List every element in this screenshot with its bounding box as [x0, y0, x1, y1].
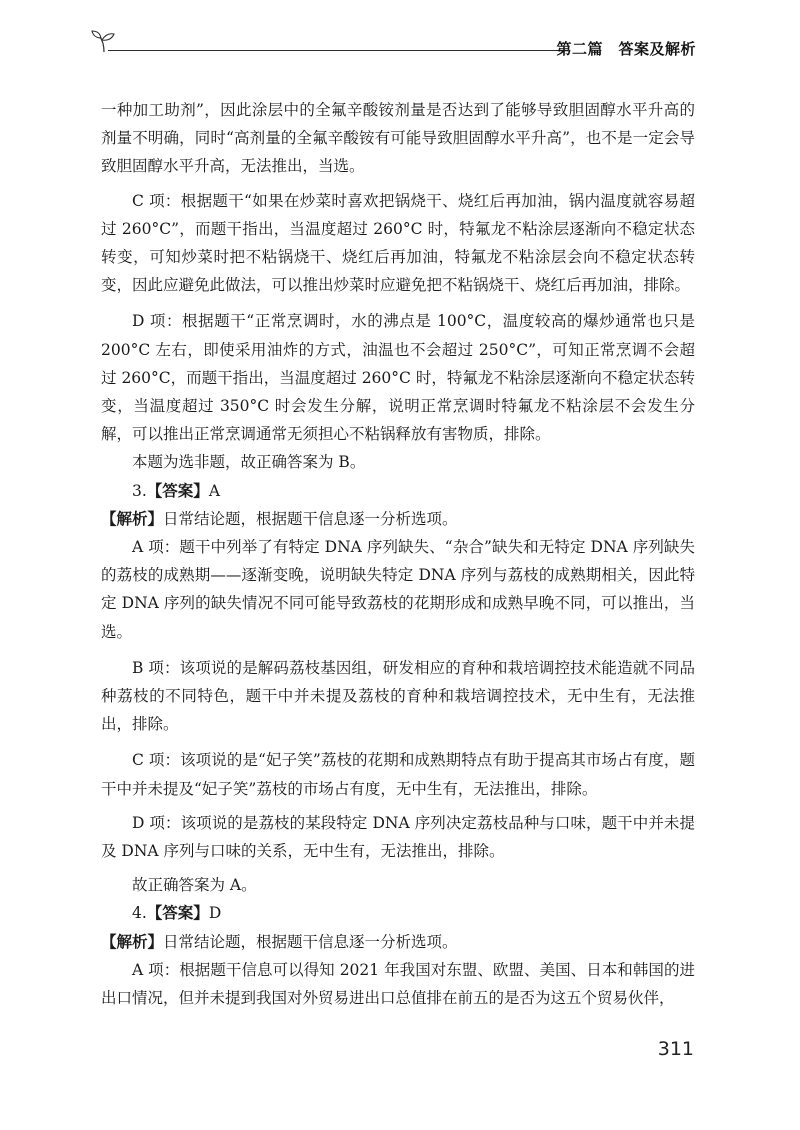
analysis-tag: 【解析】 — [101, 509, 164, 528]
answer-value: D — [208, 904, 222, 923]
answer-tag: 【答案】 — [146, 481, 209, 500]
question-number: 3. — [132, 481, 147, 500]
option-paragraph: C 项：该项说的是“妃子笑”荔枝的花期和成熟期特点有助于提高其市场占有度，题干中并未提及“妃子笑”荔枝的市场占有度，无中生有，无法推出，排除。 — [101, 751, 695, 798]
page-number: 311 — [657, 1038, 694, 1060]
header-rule — [108, 50, 568, 51]
paragraph: C 项：根据题干“如果在炒菜时喜欢把锅烧干、烧红后再加油，锅内温度就容易超过 260°C”，而题干指出，当温度超过 260°C 时，特氟龙不粘涂层逐渐向不稳定状态转变，可知炒菜时把不粘锅烧干、烧红后再加油，特氟龙不粘涂层会向不稳定状态转变，因此应避免此做法，可以推出炒菜时应避免把不粘锅烧干、烧红后再加油，排除。 — [101, 191, 695, 295]
answer-line — [101, 477, 695, 505]
paragraph: 一种加工助剂”，因此涂层中的全氟辛酸铵剂量是否达到了能够导致胆固醇水平升高的剂量不明确，同时“高剂量的全氟辛酸铵有可能导致胆固醇水平升高”，也不是一定会导致胆固醇水平升高，无法推出，当选。 — [101, 101, 695, 176]
analysis-text: 日常结论题，根据题干信息逐一分析选项。 — [163, 509, 458, 528]
analysis-tag: 【解析】 — [101, 932, 164, 951]
analysis-text: 日常结论题，根据题干信息逐一分析选项。 — [163, 932, 458, 951]
answer-value: A — [208, 481, 221, 500]
sprout-icon — [90, 28, 120, 58]
analysis-line — [101, 928, 695, 956]
running-header — [90, 28, 696, 62]
paragraph: D 项：根据题干“正常烹调时，水的沸点是 100°C，温度较高的爆炒通常也只是 200°C 左右，即使采用油炸的方式，油温也不会超过 250°C”，可知正常烹调不会超过 260°C，而题干指出，当温度超过 260°C 时，特氟龙不粘涂层逐渐向不稳定状态转变，当温度超过 350°C 时会发生分解，说明正常烹调时特氟龙不粘涂层不会发生分解，可以推出正常烹调通常无须担心不粘锅释放有害物质，排除。 — [101, 312, 695, 444]
option-paragraph: A 项：题干中列举了有特定 DNA 序列缺失、“杂合”缺失和无特定 DNA 序列缺失的荔枝的成熟期——逐渐变晚，说明缺失特定 DNA 序列与荔枝的成熟期相关，因此特定 DNA 序列的缺失情况不同可能导致荔枝的花期形成和成熟早晚不同，可以推出，当选。 — [101, 538, 695, 641]
answer-line — [101, 899, 695, 927]
analysis-line — [101, 505, 695, 533]
option-paragraph: D 项：该项说的是荔枝的某段特定 DNA 序列决定荔枝品种与口味，题干中并未提及 DNA 序列与口味的关系，无中生有，无法推出，排除。 — [101, 813, 695, 861]
option-paragraph: B 项：该项说的是解码荔枝基因组，研发相应的育种和栽培调控技术能造就不同品种荔枝的不同特色，题干中并未提及荔枝的育种和栽培调控技术，无中生有，无法推出，排除。 — [101, 658, 695, 734]
option-paragraph: A 项：根据题干信息可以得知 2021 年我国对东盟、欧盟、美国、日本和韩国的进出口情况，但并未提到我国对外贸易进出口总值排在前五的是否为这五个贸易伙伴， — [101, 960, 695, 1008]
conclusion: 故正确答案为 A。 — [132, 876, 257, 895]
answer-tag: 【答案】 — [146, 904, 209, 923]
paragraph: 本题为选非题，故正确答案为 B。 — [132, 453, 366, 472]
section-title: 第二篇 答案及解析 — [556, 40, 696, 58]
page-body — [101, 96, 695, 1012]
question-number: 4. — [132, 904, 147, 923]
